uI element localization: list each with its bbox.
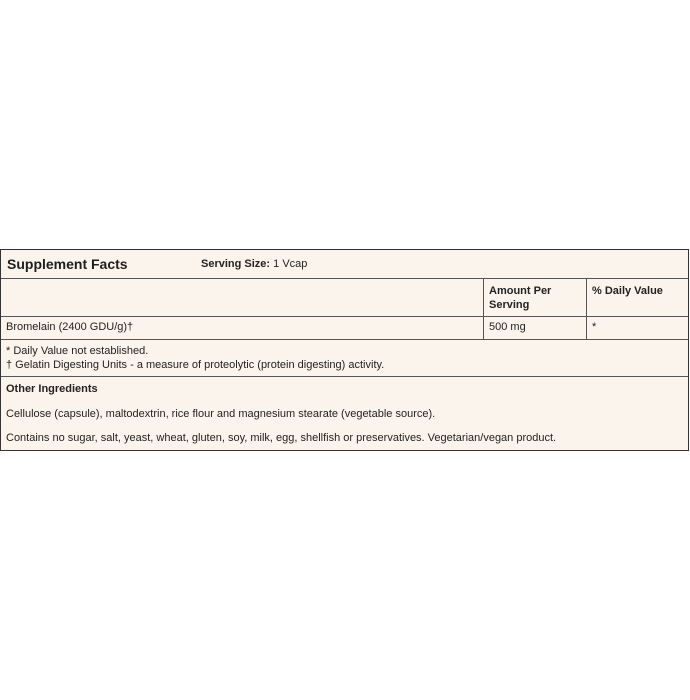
other-ingredients-section (1, 376, 688, 450)
ingredient-amount: 500 mg (489, 321, 526, 333)
amount-header-line2: Serving (489, 299, 530, 311)
other-ingredients-title: Other Ingredients (6, 383, 98, 395)
allergen-statement: Contains no sugar, salt, yeast, wheat, gluten, soy, milk, egg, shellfish or preservatives. Vegetarian/vegan product. (6, 432, 557, 444)
amount-header-line1: Amount Per (489, 285, 552, 297)
footnote-daily-value: * Daily Value not established. (6, 345, 149, 357)
column-divider (586, 316, 587, 339)
footnote-gdu: † Gelatin Digesting Units - a measure of proteolytic (protein digesting) activity. (6, 359, 385, 371)
serving-size-value: 1 Vcap (273, 258, 308, 270)
facts-header (1, 250, 688, 279)
column-divider (483, 316, 484, 339)
column-headers (1, 278, 688, 317)
ingredient-daily-value: * (592, 321, 597, 333)
ingredient-name: Bromelain (2400 GDU/g)† (6, 321, 134, 333)
serving-size-label: Serving Size: (201, 258, 271, 270)
amount-per-serving-header (489, 284, 551, 312)
footnotes (1, 339, 688, 377)
panel-title: Supplement Facts (7, 256, 128, 272)
other-ingredients-list: Cellulose (capsule), maltodextrin, rice flour and magnesium stearate (vegetable source). (6, 408, 436, 420)
table-row (1, 316, 688, 340)
supplement-facts-panel (0, 249, 689, 451)
column-divider (483, 278, 484, 316)
serving-size (201, 258, 307, 270)
daily-value-header: % Daily Value (592, 285, 663, 297)
column-divider (586, 278, 587, 316)
